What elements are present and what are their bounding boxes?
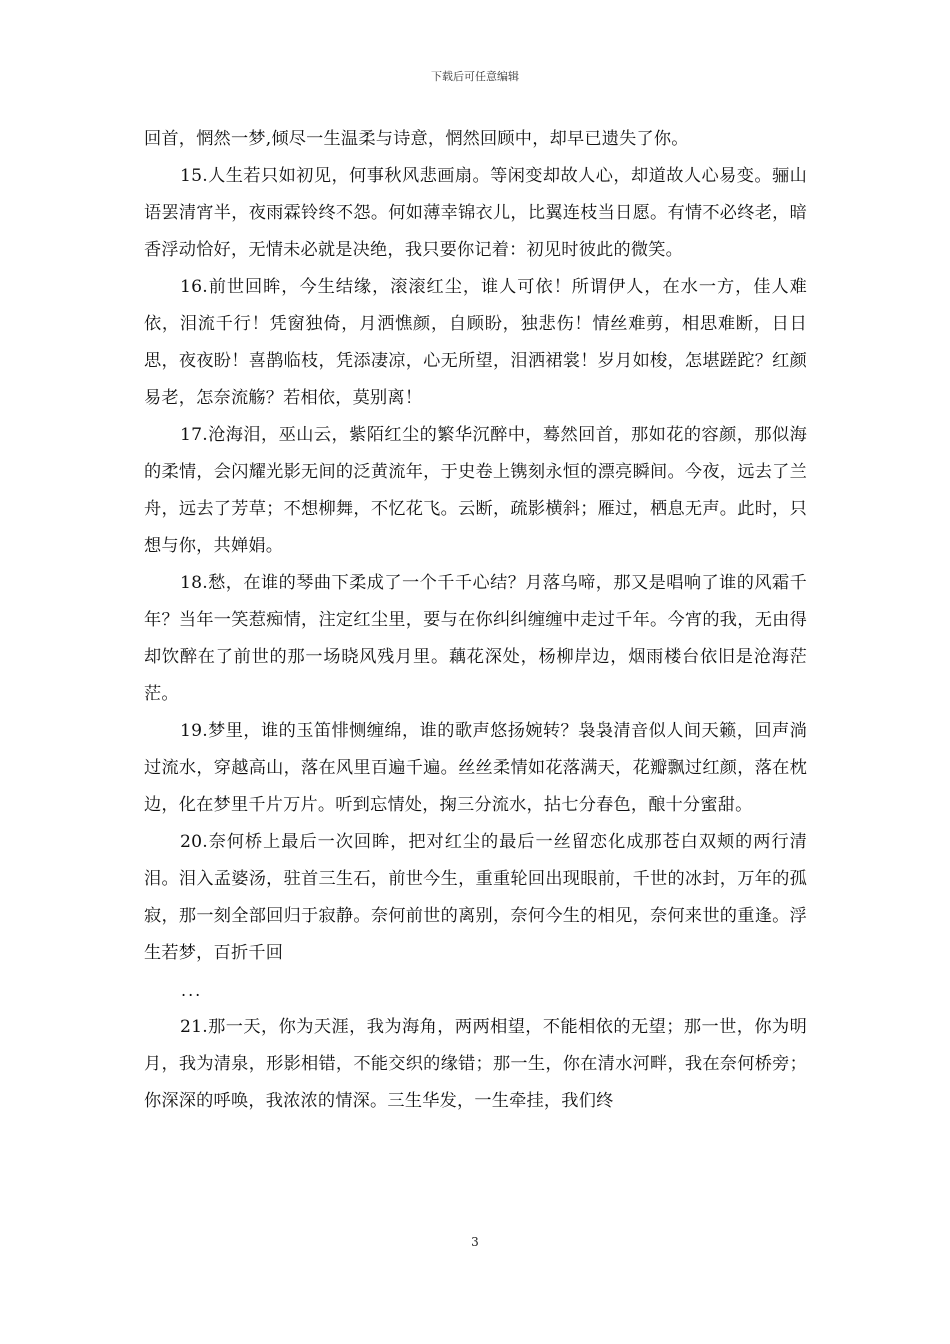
- paragraph-16: 16.前世回眸，今生结缘，滚滚红尘，谁人可依！所谓伊人，在水一方，佳人难依，泪流千行！凭窗独倚，月洒憔颜，自顾盼，独悲伤！情丝难剪，相思难断，日日思，夜夜盼！喜鹊临枝，凭添凄凉，心无所望，泪洒裙裳！岁月如梭，怎堪蹉跎？红颜易老，怎奈流觞？若相依，莫别离！: [144, 277, 807, 408]
- paragraph-17: 17.沧海泪，巫山云，紫陌红尘的繁华沉醉中，蓦然回首，那如花的容颜，那似海的柔情，会闪耀光影无间的泛黄流年，于史卷上镌刻永恒的漂亮瞬间。今夜，远去了兰舟，远去了芳草；不想柳舞，不忆花飞。云断，疏影横斜；雁过，栖息无声。此时，只想与你，共婵娟。: [144, 425, 807, 556]
- paragraph-19: 19.梦里，谁的玉笛悱恻缠绵，谁的歌声悠扬婉转？袅袅清音似人间天籁，回声淌过流水，穿越高山，落在风里百遍千遍。丝丝柔情如花落满天，花瓣飘过红颜，落在枕边，化在梦里千片万片。听到忘情处，掬三分流水，拈七分春色，酿十分蜜甜。: [144, 721, 807, 815]
- paragraph-continuation: 回首，惘然一梦,倾尽一生温柔与诗意，惘然回顾中，却早已遗失了你。: [144, 129, 689, 149]
- ellipsis: ...: [181, 981, 203, 1000]
- paragraph-20: 20.奈何桥上最后一次回眸，把对红尘的最后一丝留恋化成那苍白双颊的两行清泪。泪入孟婆汤，驻首三生石，前世今生，重重轮回出现眼前，千世的冰封，万年的孤寂，那一刻全部回归于寂静。奈何前世的离别，奈何今生的相见，奈何来世的重逢。浮生若梦，百折千回: [144, 832, 807, 963]
- page-number: 3: [471, 1235, 479, 1249]
- page-header: 下载后可任意编辑: [431, 70, 519, 83]
- paragraph-15: 15.人生若只如初见，何事秋风悲画扇。等闲变却故人心，却道故人心易变。骊山语罢清宵半，夜雨霖铃终不怨。何如薄幸锦衣儿，比翼连枝当日愿。有情不必终老，暗香浮动恰好，无情未必就是决绝，我只要你记着：初见时彼此的微笑。: [144, 166, 807, 260]
- paragraph-21: 21.那一天，你为天涯，我为海角，两两相望，不能相依的无望；那一世，你为明月，我为清泉，形影相错，不能交织的缘错；那一生，你在清水河畔，我在奈何桥旁；你深深的呼唤，我浓浓的情深。三生华发，一生牵挂，我们终: [144, 1017, 807, 1111]
- document-body: [144, 121, 807, 1120]
- paragraph-18: 18.愁，在谁的琴曲下柔成了一个千千心结？月落乌啼，那又是唱响了谁的风霜千年？当年一笑惹痴情，注定红尘里，要与在你纠纠缠缠中走过千年。今宵的我，无由得却饮醉在了前世的那一场晓风残月里。藕花深处，杨柳岸边，烟雨楼台依旧是沧海茫茫。: [144, 573, 807, 704]
